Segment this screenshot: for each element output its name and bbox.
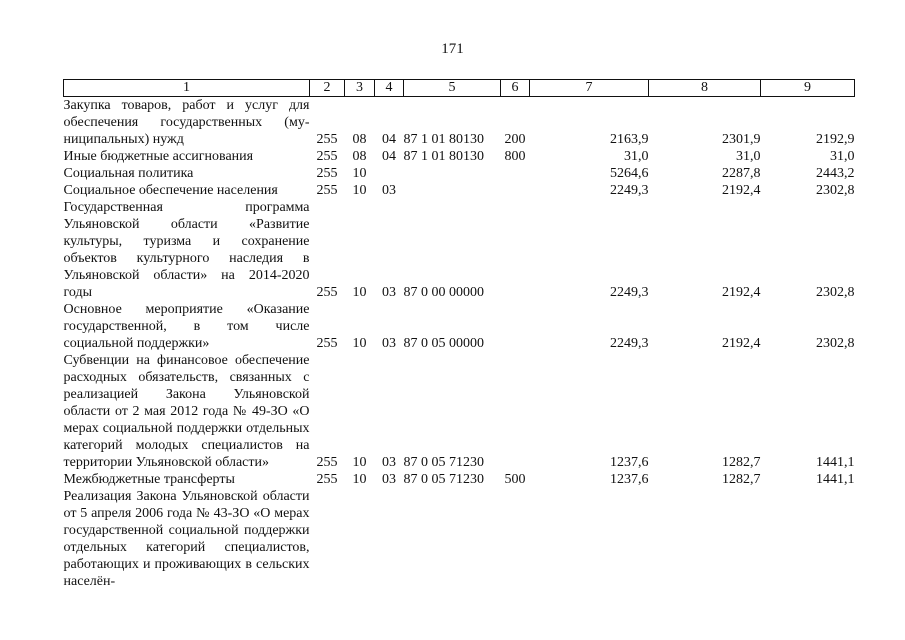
table-row	[64, 148, 855, 165]
table-header-row	[64, 80, 855, 97]
table-row	[64, 471, 855, 488]
row-subsection-code: 04	[382, 149, 396, 164]
row-subsection-code: 03	[382, 336, 396, 351]
row-target-code: 87 1 01 80130	[403, 132, 484, 147]
row-value-col7: 1237,6	[610, 472, 649, 487]
row-subsection-code: 03	[382, 183, 396, 198]
row-name: Социальная политика	[63, 166, 194, 181]
row-value-col7: 2163,9	[610, 132, 649, 147]
table-row	[64, 165, 855, 182]
row-section-code: 10	[352, 183, 367, 198]
row-section-code: 10	[352, 166, 367, 181]
row-subsection-code	[375, 488, 404, 590]
budget-table	[63, 79, 855, 590]
row-name: Межбюджетные трансферты	[63, 472, 235, 487]
row-value-col8: 2287,8	[722, 166, 761, 181]
row-value-col8: 1282,7	[722, 472, 761, 487]
row-section-code: 10	[352, 472, 367, 487]
table-row	[64, 488, 855, 590]
row-ministry-code: 255	[316, 336, 338, 351]
row-section-code: 08	[352, 149, 367, 164]
row-target-code: 87 0 05 71230	[403, 455, 484, 470]
column-header-8: 8	[649, 80, 761, 97]
row-subsection-code: 03	[382, 472, 396, 487]
row-ministry-code: 255	[316, 166, 338, 181]
row-ministry-code: 255	[316, 132, 338, 147]
row-value-col8: 2192,4	[722, 183, 761, 198]
row-name: Государственная программа Ульяновской области «Развитие культуры, туризма и сохранение объектов культурного наследия в Ульяновской области» на 2014-2020 годы	[63, 200, 310, 300]
row-subsection-code: 03	[382, 285, 396, 300]
row-value-col8: 2192,4	[722, 285, 761, 300]
table-row	[64, 352, 855, 471]
row-value-col7: 2249,3	[610, 336, 649, 351]
row-section-code: 08	[352, 132, 367, 147]
row-value-col8: 31,0	[736, 149, 761, 164]
column-header-7: 7	[530, 80, 649, 97]
row-target-code: 87 1 01 80130	[403, 149, 484, 164]
table-row	[64, 301, 855, 352]
row-section-code: 10	[352, 285, 367, 300]
row-value-col7: 2249,3	[610, 285, 649, 300]
row-value-col7: 2249,3	[610, 183, 649, 198]
row-ministry-code: 255	[316, 183, 338, 198]
row-value-col7	[530, 488, 649, 590]
row-name: Субвенции на финансовое обеспечение расходных обязательств, связанных с реализацией Закона Ульяновской области от 2 мая 2012 года № 49-ЗО «О мерах социальной поддержки отдельных категорий молодых специалистов на территории Ульяновской области»	[63, 353, 310, 470]
row-expense-type-code	[501, 488, 530, 590]
row-subsection-code: 03	[382, 455, 396, 470]
row-name: Реализация Закона Ульяновской области от 5 апреля 2006 года № 43-ЗО «О мерах государственной социальной поддержки отдельных категорий специалистов, работающих и проживающих в сельских населён-	[63, 489, 310, 589]
row-ministry-code: 255	[316, 149, 338, 164]
column-header-5: 5	[404, 80, 501, 97]
row-name: Иные бюджетные ассигнования	[63, 149, 254, 164]
row-value-col9: 2192,9	[816, 132, 855, 147]
row-value-col9: 1441,1	[816, 472, 855, 487]
row-target-code: 87 0 05 00000	[403, 336, 484, 351]
row-value-col8: 2301,9	[722, 132, 761, 147]
row-expense-type-code: 800	[504, 149, 526, 164]
column-header-6: 6	[501, 80, 530, 97]
row-target-code	[404, 488, 501, 590]
row-value-col8: 2192,4	[722, 336, 761, 351]
row-expense-type-code	[501, 199, 530, 301]
row-expense-type-code: 500	[504, 472, 526, 487]
row-ministry-code: 255	[316, 285, 338, 300]
row-name: Основное мероприятие «Оказание государственной, в том числе социальной поддержки»	[63, 302, 310, 351]
row-value-col8: 1282,7	[722, 455, 761, 470]
row-expense-type-code	[501, 352, 530, 471]
row-ministry-code: 255	[316, 455, 338, 470]
row-section-code: 10	[352, 455, 367, 470]
row-value-col9	[761, 488, 855, 590]
table-row	[64, 199, 855, 301]
column-header-9: 9	[761, 80, 855, 97]
row-name: Социальное обеспечение населения	[63, 183, 278, 198]
row-ministry-code	[310, 488, 345, 590]
row-value-col8	[649, 488, 761, 590]
row-expense-type-code	[501, 182, 530, 199]
row-value-col9: 1441,1	[816, 455, 855, 470]
row-ministry-code: 255	[316, 472, 338, 487]
table-row	[64, 97, 855, 149]
column-header-1: 1	[64, 80, 310, 97]
column-header-4: 4	[375, 80, 404, 97]
column-header-3: 3	[345, 80, 375, 97]
row-section-code	[345, 488, 375, 590]
row-expense-type-code	[501, 165, 530, 182]
row-subsection-code: 04	[382, 132, 396, 147]
row-target-code: 87 0 05 71230	[403, 472, 484, 487]
page-number: 171	[441, 41, 464, 57]
row-value-col9: 2302,8	[816, 336, 855, 351]
row-value-col7: 1237,6	[610, 455, 649, 470]
row-value-col9: 2443,2	[816, 166, 855, 181]
row-value-col9: 2302,8	[816, 183, 855, 198]
column-header-2: 2	[310, 80, 345, 97]
row-section-code: 10	[352, 336, 367, 351]
table-row	[64, 182, 855, 199]
row-target-code: 87 0 00 00000	[403, 285, 484, 300]
row-subsection-code	[375, 165, 404, 182]
row-expense-type-code	[501, 301, 530, 352]
row-value-col7: 5264,6	[610, 166, 649, 181]
row-expense-type-code: 200	[504, 132, 526, 147]
row-target-code	[404, 182, 501, 199]
row-target-code	[404, 165, 501, 182]
row-value-col9: 31,0	[830, 149, 855, 164]
row-name: Закупка товаров, работ и услуг для обеспечения государственных (му-ниципальных) нужд	[63, 98, 310, 147]
row-value-col7: 31,0	[624, 149, 649, 164]
row-value-col9: 2302,8	[816, 285, 855, 300]
